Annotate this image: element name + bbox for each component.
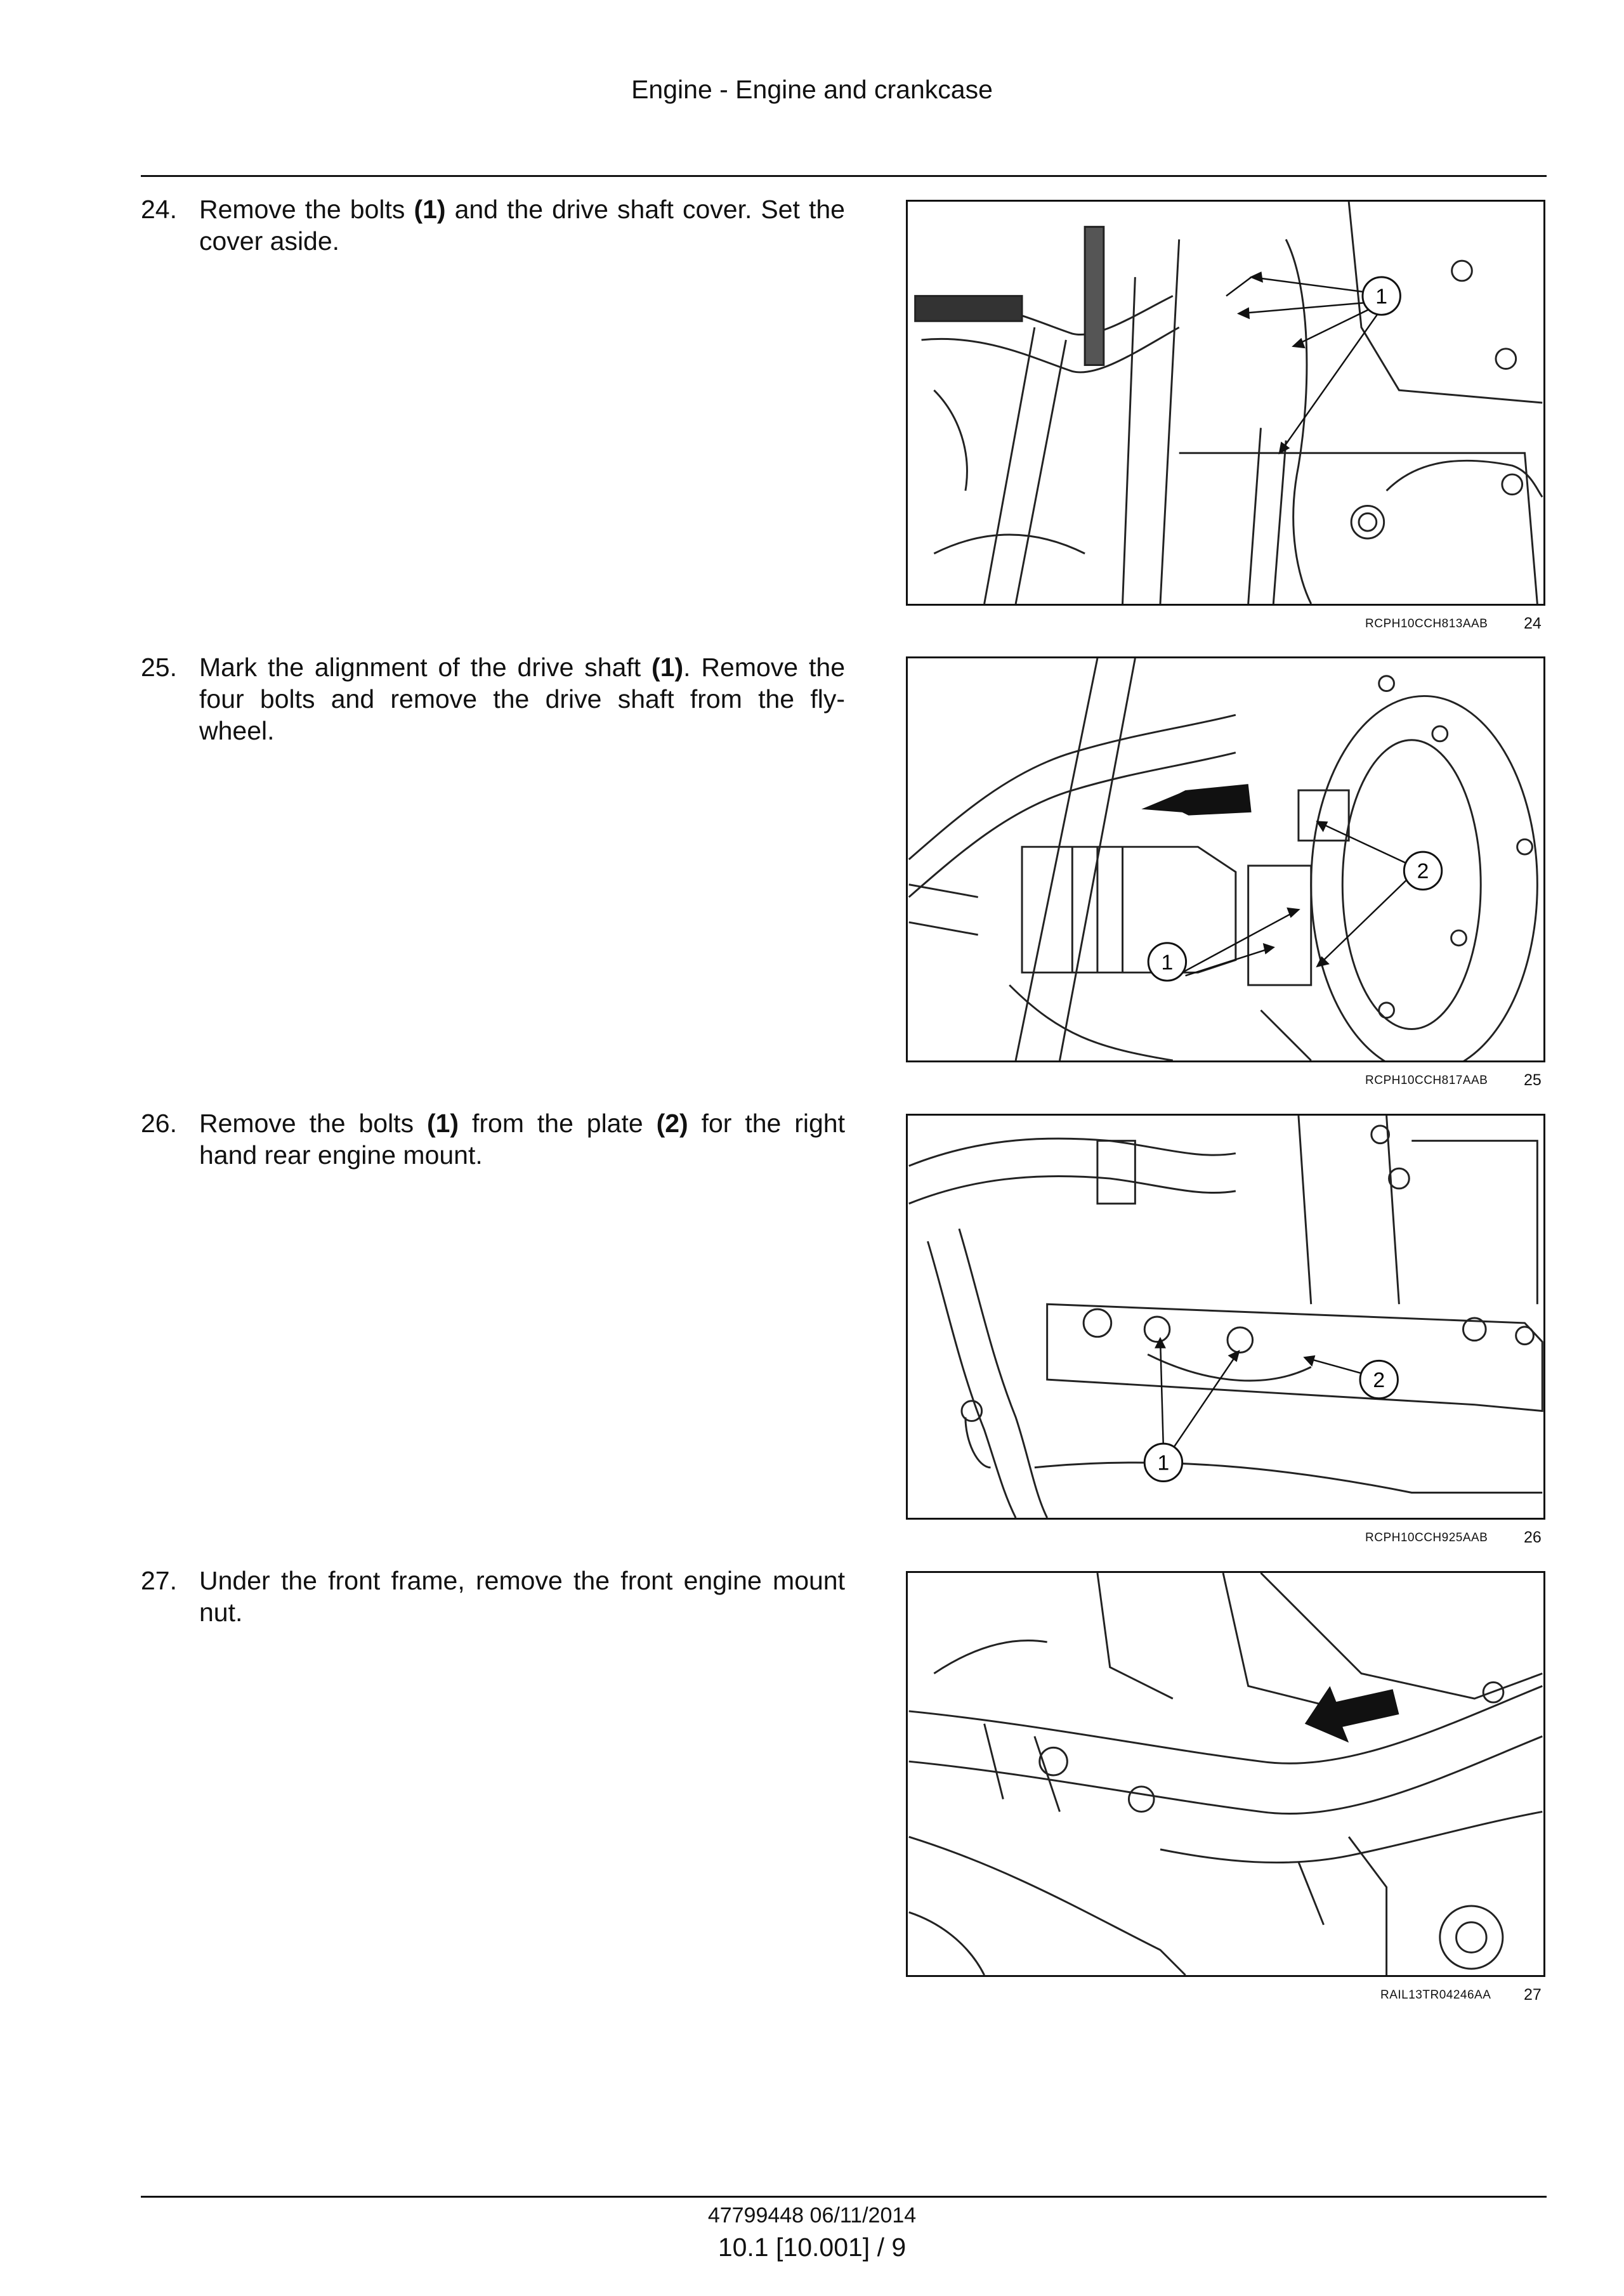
figure-code: RAIL13TR04246AA: [1380, 1988, 1491, 2002]
figure-code: RCPH10CCH925AAB: [1365, 1531, 1488, 1544]
step-25: [141, 651, 845, 747]
figure-26-illustration: [906, 1114, 1545, 1520]
callout-2: 2: [1373, 1368, 1385, 1392]
figure-25-illustration: [906, 656, 1545, 1062]
step-24: [141, 193, 845, 257]
callout-2: 2: [1417, 859, 1429, 884]
engine-mount-plate-drawing: [908, 1116, 1543, 1518]
page-header-title: Engine - Engine and crankcase: [631, 75, 993, 104]
step-text: Mark the alignment of the drive shaft (1). Remove the four bolts and remove the drive shaft from the fly- wheel.: [199, 653, 845, 745]
step-text: Remove the bolts (1) and the drive shaft cover. Set the cover aside.: [199, 195, 845, 256]
callout-1: 1: [1161, 951, 1174, 975]
step-26: [141, 1107, 845, 1171]
footer-document-id: 47799448 06/11/2014: [707, 2203, 917, 2228]
step-number: 27.: [141, 1566, 177, 1595]
step-number: 25.: [141, 653, 177, 682]
figure-number: 25: [1524, 1071, 1542, 1089]
step-number: 26.: [141, 1109, 177, 1138]
front-engine-mount-drawing: [908, 1573, 1543, 1975]
drive-shaft-flywheel-drawing: [908, 658, 1543, 1060]
figure-number: 27: [1524, 1986, 1542, 2004]
callout-1: 1: [1157, 1451, 1170, 1475]
footer-rule: [141, 2196, 1547, 2198]
footer-page-number: 10.1 [10.001] / 9: [717, 2233, 907, 2262]
figure-code: RCPH10CCH813AAB: [1365, 617, 1488, 630]
step-text: Remove the bolts (1) from the plate (2) for the right hand rear engine mount.: [199, 1109, 845, 1170]
figure-27-illustration: [906, 1571, 1545, 1977]
figure-code: RCPH10CCH817AAB: [1365, 1074, 1488, 1087]
figure-number: 24: [1524, 615, 1542, 632]
figure-number: 26: [1524, 1529, 1542, 1546]
step-27: [141, 1565, 845, 1628]
callout-1: 1: [1375, 285, 1388, 309]
step-text: Under the front frame, remove the front engine mount nut.: [199, 1566, 845, 1627]
figure-24-illustration: [906, 200, 1545, 606]
header-rule: [141, 175, 1547, 177]
drive-shaft-cover-drawing: [908, 202, 1543, 604]
step-number: 24.: [141, 195, 177, 224]
